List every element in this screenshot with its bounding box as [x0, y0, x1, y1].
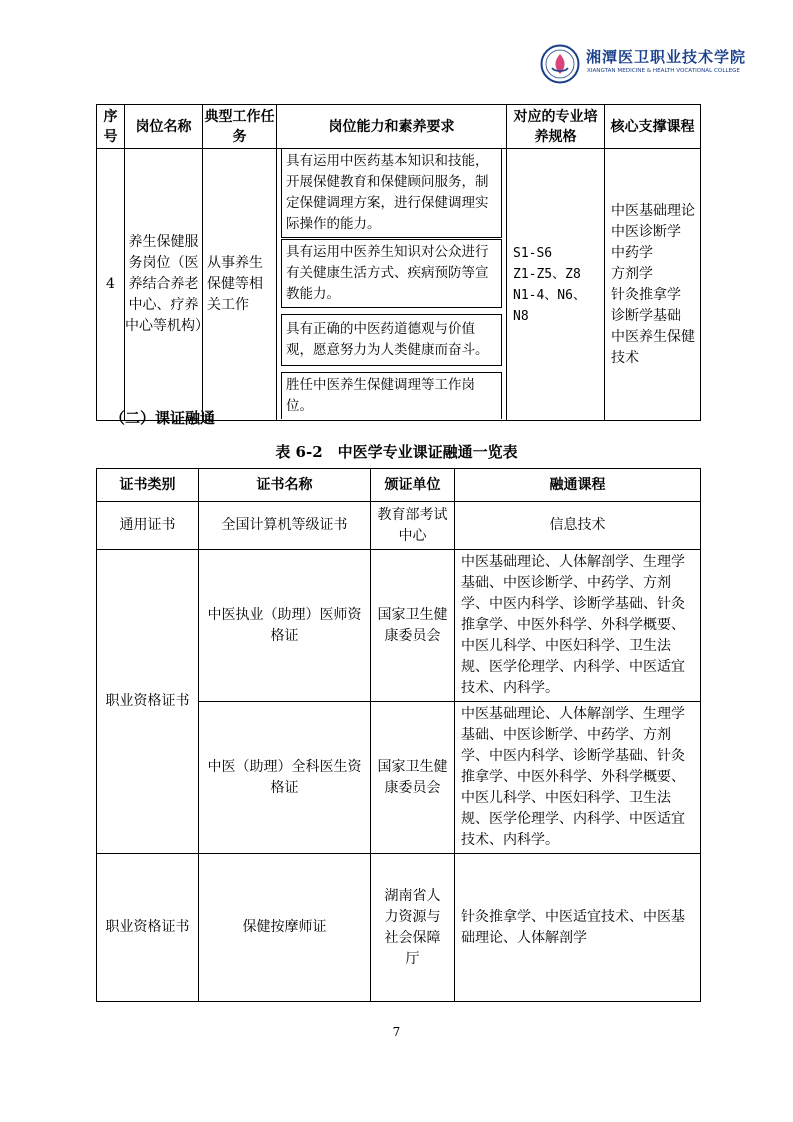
cert-issuer: 湖南省人力资源与社会保障厅 [371, 854, 455, 1002]
header-spec: 对应的专业培养规格 [507, 105, 605, 149]
course-item: 诊断学基础 [611, 307, 681, 324]
post-name: 养生保健服务岗位（医养结合养老中心、疗养中心等机构） [125, 149, 203, 421]
table-row [97, 854, 701, 1002]
cert-name: 保健按摩师证 [199, 854, 371, 1002]
table-row [97, 502, 701, 550]
cert-issuer: 教育部考试中心 [371, 502, 455, 550]
ability-item: 具有运用中医药基本知识和技能，开展保健教育和保健顾问服务，制定保健调理方案，进行保健调理实际操作的能力。 [281, 149, 502, 238]
header-post: 岗位名称 [125, 105, 203, 149]
cert-name: 全国计算机等级证书 [199, 502, 371, 550]
cert-courses: 中医基础理论、人体解剖学、生理学基础、中医诊断学、中药学、方剂学、中医内科学、诊断学基础、针灸推拿学、中医外科学、外科学概要、中医儿科学、中医妇科学、卫生法规、医学伦理学、内科学、中医适宜技术、内科学。 [455, 702, 701, 854]
cert-name: 中医执业（助理）医师资格证 [199, 550, 371, 702]
header-courses: 核心支撑课程 [605, 105, 701, 149]
header-cert-name: 证书名称 [199, 469, 371, 502]
cert-issuer: 国家卫生健康委员会 [371, 702, 455, 854]
cert-courses: 信息技术 [455, 502, 701, 550]
cert-courses: 针灸推拿学、中医适宜技术、中医基础理论、人体解剖学 [455, 854, 701, 1002]
ability-item: 具有运用中医养生知识对公众进行有关健康生活方式、疾病预防等宣教能力。 [281, 239, 502, 308]
section-title: （二）课证融通 [110, 409, 216, 427]
table-header-row [97, 469, 701, 502]
course-item: 中医诊断学 [611, 223, 681, 240]
training-spec [507, 149, 605, 421]
college-emblem-icon [540, 44, 580, 84]
course-item: 中医基础理论 [611, 202, 695, 219]
ability-item: 具有正确的中医药道德观与价值观，愿意努力为人类健康而奋斗。 [281, 314, 502, 366]
certificate-table [96, 468, 701, 1002]
core-courses [605, 149, 701, 421]
ability-cell [277, 149, 507, 421]
cert-category: 职业资格证书 [97, 550, 199, 854]
course-item: 针灸推拿学 [611, 286, 681, 303]
cert-name: 中医（助理）全科医生资格证 [199, 702, 371, 854]
spec-line: Z1-Z5、Z8 [513, 266, 581, 282]
header-issuer: 颁证单位 [371, 469, 455, 502]
college-logo [540, 42, 747, 86]
table-caption: 表 6-2 中医学专业课证融通一览表 [275, 443, 518, 461]
cert-courses: 中医基础理论、人体解剖学、生理学基础、中医诊断学、中药学、方剂学、中医内科学、诊断学基础、针灸推拿学、中医外科学、外科学概要、中医儿科学、中医妇科学、卫生法规、医学伦理学、内科学、中医适宜技术、内科学。 [455, 550, 701, 702]
typical-task: 从事养生保健等相关工作 [203, 149, 277, 421]
logo-english-name: XIANGTAN MEDICINE & HEALTH VOCATIONAL COLLEGE [587, 68, 740, 74]
table-header-row [97, 105, 701, 149]
course-item: 方剂学 [611, 265, 653, 282]
course-item: 中医养生保健技术 [611, 328, 695, 366]
header-task: 典型工作任务 [203, 105, 277, 149]
table-row [97, 149, 701, 421]
cert-category: 职业资格证书 [97, 854, 199, 1002]
table-row [97, 550, 701, 702]
header-courses: 融通课程 [455, 469, 701, 502]
cert-issuer: 国家卫生健康委员会 [371, 550, 455, 702]
page-number: 7 [392, 1025, 401, 1039]
post-ability-table [96, 104, 701, 421]
course-item: 中药学 [611, 244, 653, 261]
header-no: 序号 [97, 105, 125, 149]
header-category: 证书类别 [97, 469, 199, 502]
spec-line: N8 [513, 308, 529, 324]
spec-line: N1-4、N6、 [513, 287, 586, 303]
header-ability: 岗位能力和素养要求 [277, 105, 507, 149]
spec-line: S1-S6 [513, 245, 553, 261]
logo-chinese-name: 湘潭医卫职业技术学院 [586, 48, 747, 66]
ability-item: 胜任中医养生保健调理等工作岗位。 [281, 372, 502, 419]
row-number: 4 [97, 149, 125, 421]
cert-category: 通用证书 [97, 502, 199, 550]
